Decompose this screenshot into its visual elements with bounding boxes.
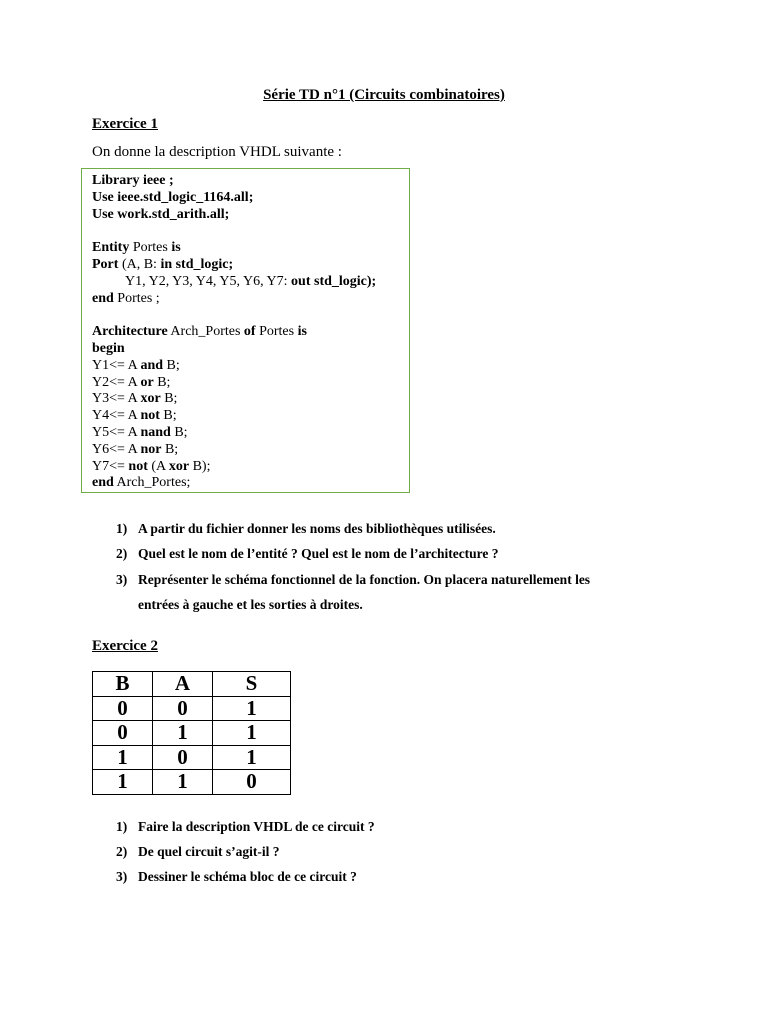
- keyword: end: [92, 290, 114, 306]
- table-header-cell: A: [153, 672, 213, 697]
- keyword: not: [140, 408, 160, 424]
- question-text: Représenter le schéma fonctionnel de la fonction. On placera naturellement les: [138, 572, 591, 587]
- code-blank-line: [92, 223, 409, 240]
- question-number: 3): [116, 572, 128, 587]
- code-line-y2: [92, 375, 409, 392]
- keyword: Architecture: [92, 324, 168, 340]
- identifier: Portes: [255, 324, 298, 340]
- keyword: Port: [92, 256, 119, 272]
- code-text: Y1<= A: [92, 357, 141, 373]
- code-line-y4: [92, 408, 409, 425]
- code-line-use-ieee: Use ieee.std_logic_1164.all;: [92, 189, 254, 205]
- keyword: nand: [140, 424, 171, 440]
- keyword: nor: [140, 441, 162, 457]
- question-text: Dessiner le schéma bloc de ce circuit ?: [138, 869, 357, 884]
- keyword: xor: [140, 391, 161, 407]
- code-text: Y3<= A: [92, 391, 141, 407]
- exercise-2-heading: Exercice 2: [92, 638, 158, 654]
- code-line-y1: [92, 358, 409, 375]
- code-text: B;: [161, 441, 179, 457]
- keyword: end: [92, 475, 114, 491]
- question-text: A partir du fichier donner les noms des bibliothèques utilisées.: [138, 521, 496, 536]
- keyword: not: [128, 458, 148, 474]
- identifier: Arch_Portes: [167, 324, 244, 340]
- code-text: B;: [160, 391, 178, 407]
- code-line-port: [92, 257, 409, 274]
- code-line-y7: [92, 459, 409, 476]
- table-row: [93, 770, 291, 795]
- table-row: [93, 696, 291, 721]
- table-header-cell: B: [93, 672, 153, 697]
- question-number: 1): [116, 819, 128, 834]
- question-number: 3): [116, 869, 128, 884]
- code-text: B;: [170, 424, 188, 440]
- code-text: B);: [189, 458, 211, 474]
- code-text: B;: [159, 408, 177, 424]
- table-cell: 0: [93, 721, 153, 746]
- code-text: Y5<= A: [92, 424, 141, 440]
- keyword: of: [243, 324, 256, 340]
- code-line-end-entity: [92, 291, 409, 308]
- code-text: (A: [147, 458, 169, 474]
- table-cell: 1: [153, 770, 213, 795]
- code-text: Y2<= A: [92, 374, 141, 390]
- question-number: 2): [116, 546, 128, 561]
- question-number: 1): [116, 521, 128, 536]
- truth-table: [92, 671, 291, 795]
- question-text: Faire la description VHDL de ce circuit ?: [138, 819, 375, 834]
- question-number: 2): [116, 844, 128, 859]
- table-cell: 0: [93, 696, 153, 721]
- code-text: Y7<=: [92, 458, 129, 474]
- keyword: is: [171, 240, 181, 256]
- keyword: or: [140, 374, 154, 390]
- code-line-y6: [92, 442, 409, 459]
- code-line-end-architecture: [92, 475, 409, 492]
- code-line-outputs: [92, 274, 409, 291]
- table-row: [93, 745, 291, 770]
- code-line-y5: [92, 425, 409, 442]
- code-text: B;: [163, 357, 180, 373]
- code-text: Y6<= A: [92, 441, 141, 457]
- code-line-begin: begin: [92, 340, 125, 356]
- table-cell: 1: [213, 721, 291, 746]
- identifier: Arch_Portes;: [113, 475, 191, 491]
- table-cell: 1: [93, 770, 153, 795]
- table-cell: 1: [93, 745, 153, 770]
- code-line-use-work: Use work.std_arith.all;: [92, 206, 230, 222]
- table-cell: 0: [153, 696, 213, 721]
- document-title: Série TD n°1 (Circuits combinatoires): [263, 87, 505, 103]
- question-text-continued: entrées à gauche et les sorties à droites.: [138, 597, 363, 612]
- code-line-entity: [92, 240, 409, 257]
- keyword: out std_logic);: [291, 273, 377, 289]
- table-cell: 1: [213, 696, 291, 721]
- code-text: B;: [153, 374, 171, 390]
- keyword: in std_logic;: [160, 256, 234, 272]
- table-cell: 1: [153, 721, 213, 746]
- table-cell: 1: [213, 745, 291, 770]
- identifier: Portes: [129, 240, 172, 256]
- exercise-1-intro: On donne la description VHDL suivante :: [92, 144, 342, 160]
- vhdl-code-box: [81, 168, 410, 493]
- table-header-cell: S: [213, 672, 291, 697]
- keyword: Entity: [92, 240, 130, 256]
- table-cell: 0: [153, 745, 213, 770]
- table-row: [93, 721, 291, 746]
- question-text: Quel est le nom de l’entité ? Quel est le nom de l’architecture ?: [138, 546, 499, 561]
- keyword: xor: [168, 458, 190, 474]
- code-line-y3: [92, 391, 409, 408]
- identifier: Y1, Y2, Y3, Y4, Y5, Y6, Y7:: [125, 273, 292, 289]
- code-line-library: Library ieee ;: [92, 173, 174, 188]
- code-line-architecture: [92, 324, 409, 341]
- exercise-1-heading: Exercice 1: [92, 116, 158, 132]
- identifier: (A, B:: [118, 256, 161, 272]
- code-text: Y4<= A: [92, 408, 141, 424]
- keyword: and: [140, 357, 164, 373]
- table-cell: 0: [213, 770, 291, 795]
- question-text: De quel circuit s’agit-il ?: [138, 844, 280, 859]
- code-blank-line: [92, 307, 409, 324]
- identifier: Portes ;: [113, 290, 160, 306]
- table-header-row: [93, 672, 291, 697]
- keyword: is: [297, 324, 307, 340]
